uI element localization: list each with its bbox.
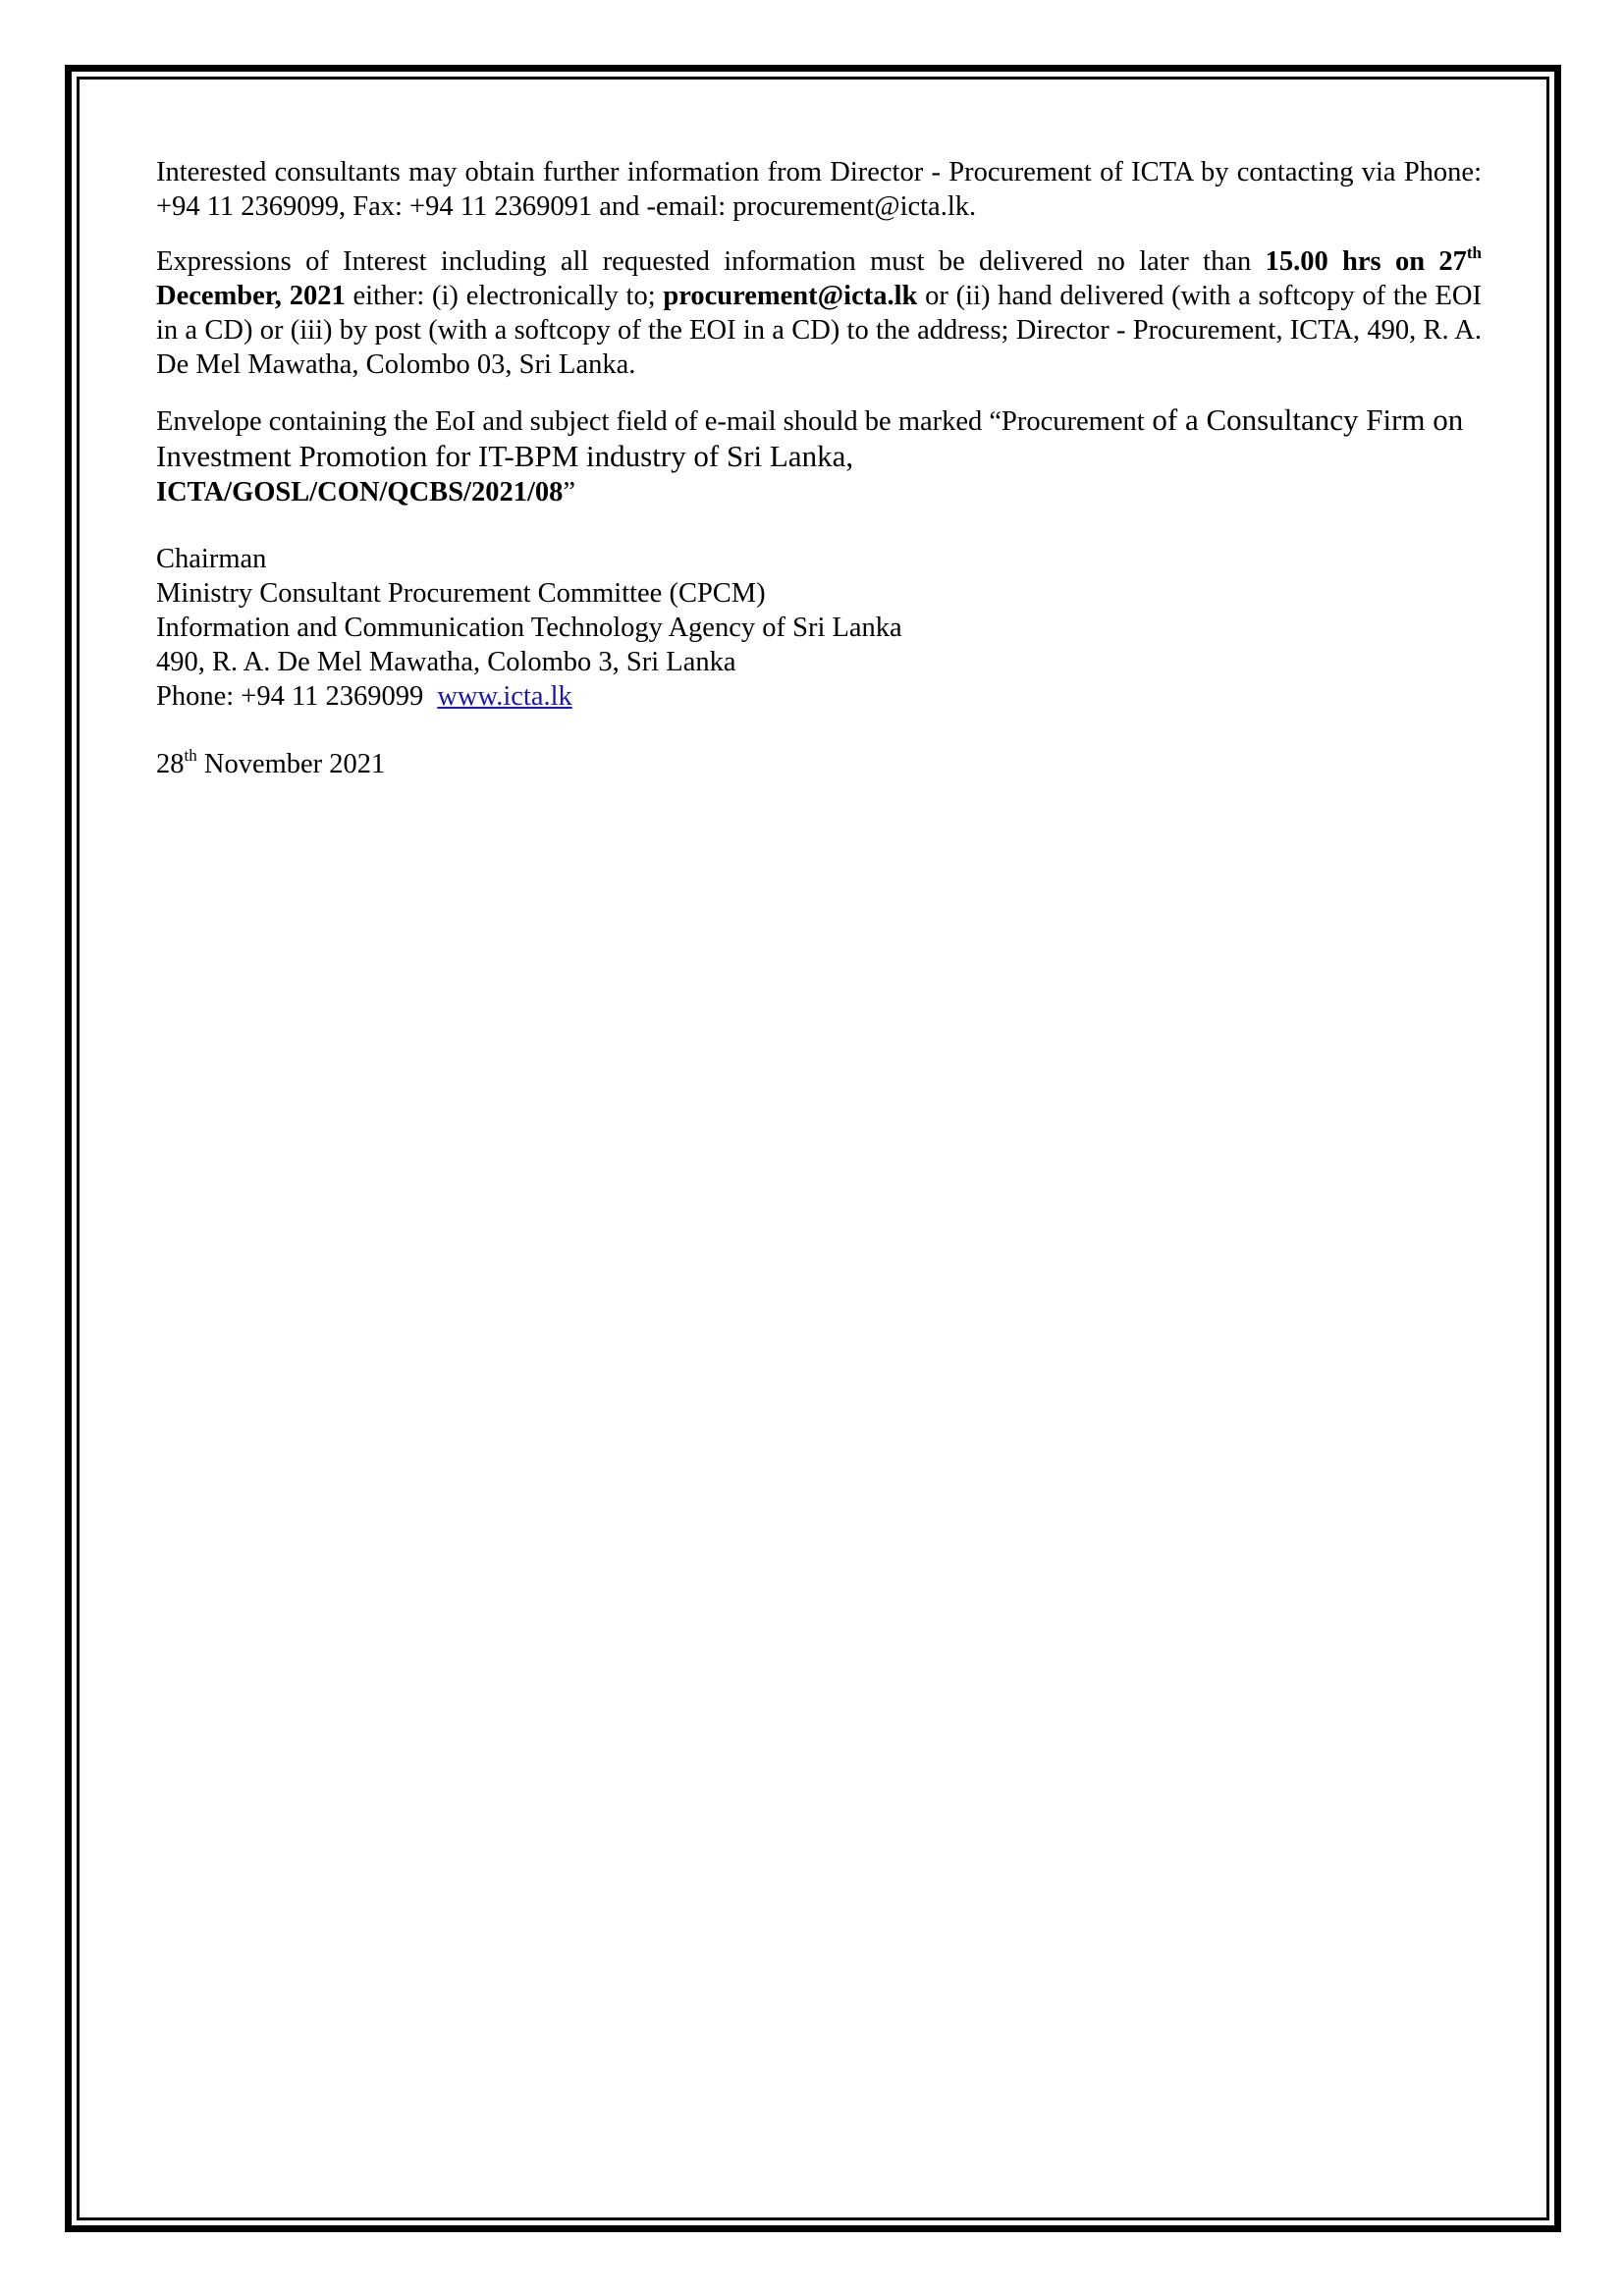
submission-paragraph <box>156 244 1482 382</box>
phone-and-website <box>156 679 1482 714</box>
envelope-subject: of a Consultancy Firm on Investment Promotion for IT-BPM industry of Sri Lanka, <box>156 402 1464 473</box>
date-month-year: November 2021 <box>196 749 386 779</box>
website-link[interactable]: www.icta.lk <box>437 681 572 712</box>
document-date <box>156 747 1482 781</box>
date-day: 28 <box>156 749 185 779</box>
date-ordinal: th <box>184 746 197 765</box>
deadline-ordinal: th <box>1466 243 1482 262</box>
signatory-title: Chairman <box>156 544 267 574</box>
contact-info-paragraph <box>156 155 1482 224</box>
contact-info-text: Interested consultants may obtain further information from Director - Procurement of ICTA by contacting via Phone: +94 11 2369099, Fax: +94 11 2369091 and -email: procurement@icta.lk. <box>156 157 1482 222</box>
agency-address: 490, R. A. De Mel Mawatha, Colombo 3, Sri Lanka <box>156 647 736 677</box>
submission-email: procurement@icta.lk <box>663 281 918 311</box>
close-quote: ” <box>563 477 576 507</box>
agency-name: Information and Communication Technology Agency of Sri Lanka <box>156 613 902 643</box>
envelope-text-intro: Envelope containing the EoI and subject field of e-mail should be marked “Procurement <box>156 406 1145 437</box>
signature-block <box>156 542 1482 714</box>
reference-number: ICTA/GOSL/CON/QCBS/2021/08 <box>156 477 564 507</box>
envelope-marking-paragraph <box>156 402 1482 509</box>
submission-text-methods: either: (i) electronically to; <box>345 281 664 311</box>
submission-text-address: or (ii) hand delivered (with a softcopy of the EOI in a CD) or (iii) by post (with a softcopy of the EOI in a CD) to the address; Director - Procurement, ICTA, 490, R. A. De Mel Mawatha, Colombo 03, Sri Lanka. <box>156 281 1482 380</box>
document-body <box>156 155 1482 781</box>
committee-name: Ministry Consultant Procurement Committee (CPCM) <box>156 578 766 609</box>
deadline-time: 15.00 hrs on 27 <box>1265 246 1467 277</box>
submission-text-intro: Expressions of Interest including all requested information must be delivered no later than <box>156 246 1266 277</box>
deadline-date: December, 2021 <box>156 281 346 311</box>
phone-number: Phone: +94 11 2369099 <box>156 681 424 712</box>
